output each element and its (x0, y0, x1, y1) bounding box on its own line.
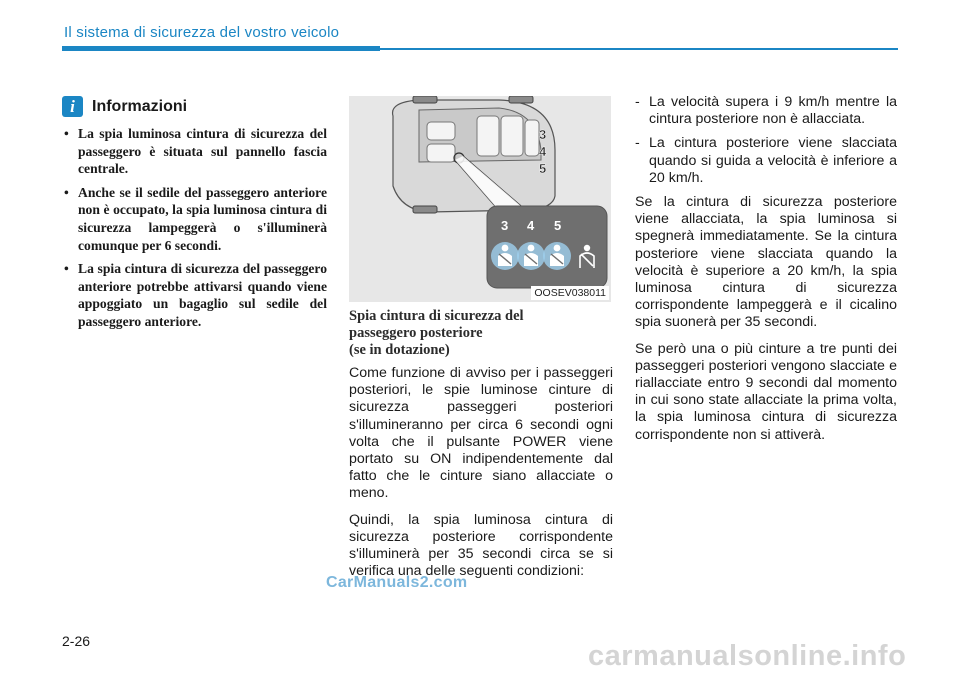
info-box (62, 96, 327, 337)
seatbelt-warning-icon (517, 242, 545, 270)
info-bullet-list (62, 125, 327, 331)
page-header-title: Il sistema di sicurezza del vostro veicolo (64, 24, 340, 41)
car-seat-number: 5 (539, 161, 547, 176)
body-paragraph: Se però una o più cinture a tre punti dei passeggeri posteriori vengono slacciate e riallacciate entro 9 secondi dal momento in cui sono state allacciate la prima volta, la spia luminosa cintura di sicurezza corrispondente non si attiverà. (635, 340, 897, 443)
header-accent-bar (62, 46, 380, 51)
condition-item: - La velocità supera i 9 km/h mentre la cintura posteriore non è allacciata. (635, 94, 897, 128)
panel-seat-number: 5 (554, 218, 562, 233)
car-top-view-illustration (349, 96, 611, 302)
seatbelt-warning-figure (349, 96, 611, 302)
condition-item: - La cintura posteriore viene slacciata quando si guida a velocità è inferiore a 20 km/h. (635, 135, 897, 186)
site-watermark: CarManuals2.com (326, 574, 468, 591)
figure-code: OOSEV038011 (531, 286, 609, 300)
info-bullet: • La spia cintura di sicurezza del passeggero anteriore potrebbe attivarsi quando viene appoggiato un bagaglio sul sedile del passeggero anteriore. (64, 261, 327, 329)
info-bullet: • La spia luminosa cintura di sicurezza del passeggero è situata sul pannello fascia centrale. (64, 126, 327, 177)
section-paragraph: Quindi, la spia luminosa cintura di sicurezza posteriore corrispondente s'illuminerà per 35 secondi circa se si verifica una delle seguenti condizioni: (349, 511, 613, 580)
info-heading (62, 96, 327, 117)
info-icon: i (62, 96, 83, 117)
conditions-column (635, 94, 897, 453)
section-paragraph: Come funzione di avviso per i passeggeri posteriori, le spie luminose cinture di sicurezza passeggeri posteriori s'illumineranno per circa 6 secondi ogni volta che il pulsante POWER viene portato su ON indipendentemente dal fatto che le cinture siano allacciate o meno. (349, 365, 613, 502)
header-rule (380, 48, 898, 50)
info-bullet: • Anche se il sedile del passeggero anteriore non è occupato, la spia luminosa cintura di sicurezza lampeggerà o s'illuminerà comunque per 6 secondi. (64, 184, 327, 253)
panel-seat-number: 4 (527, 218, 535, 233)
info-title: Informazioni (92, 97, 188, 115)
car-seat-number: 3 (539, 127, 547, 142)
panel-seat-number: 3 (501, 218, 509, 233)
page-number: 2-26 (62, 633, 91, 649)
car-seat-number: 4 (539, 144, 547, 159)
seatbelt-warning-icon (543, 242, 571, 270)
footer-watermark: carmanualsonline.info (588, 640, 907, 672)
section-title: Spia cintura di sicurezza del passeggero posteriore (se in dotazione) (349, 308, 524, 358)
body-paragraph: Se la cintura di sicurezza posteriore viene allacciata, la spia luminosa si spegnerà immediatamente. Se la cintura posteriore viene slacciata quando la velocità è superiore a 20 km/h, la spia luminosa cintura di sicurezza corrispondente lampeggerà e il cicalino spia suonerà per 35 secondi. (635, 194, 897, 331)
seatbelt-warning-icon (491, 242, 519, 270)
rear-seatbelt-section (349, 308, 613, 589)
